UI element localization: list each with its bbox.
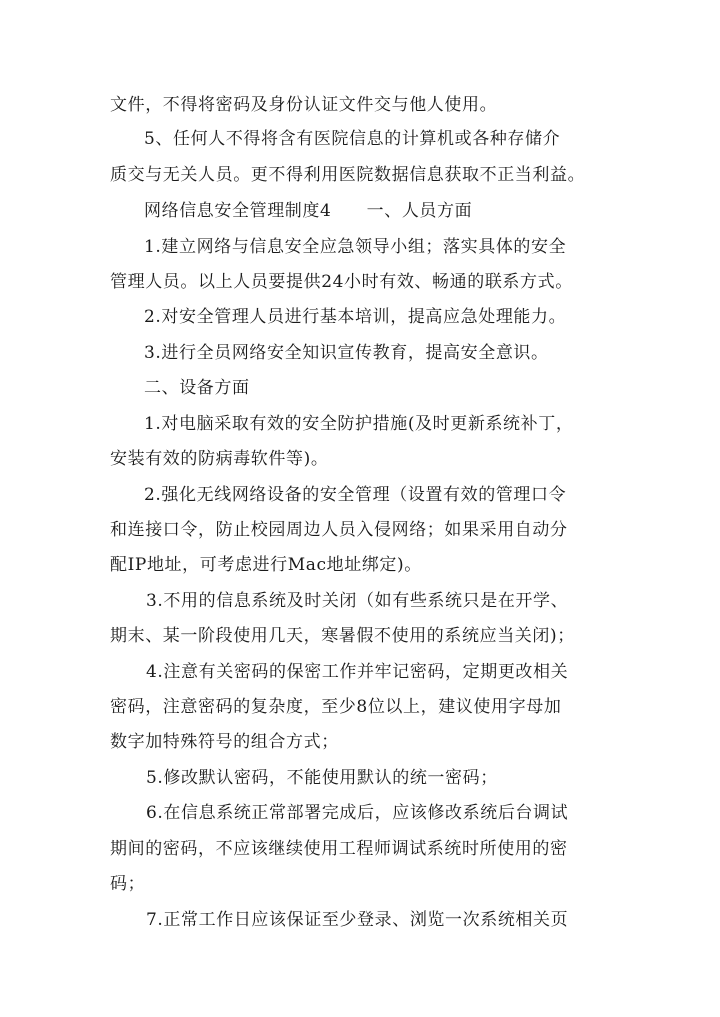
paragraph-line: 和连接口令，防止校园周边人员入侵网络；如果采用自动分 xyxy=(110,520,568,540)
paragraph-line: 配IP地址，可考虑进行Mac地址绑定)。 xyxy=(110,555,422,575)
paragraph-line: 6.在信息系统正常部署完成后，应该修改系统后台调试 xyxy=(146,803,569,823)
paragraph-line: 3.不用的信息系统及时关闭（如有些系统只是在开学、 xyxy=(146,591,569,611)
paragraph-line: 5、任何人不得将含有医院信息的计算机或各种存储介 xyxy=(144,129,561,149)
section-heading-line: 二、设备方面 xyxy=(144,378,250,398)
paragraph-line: 密码，注意密码的复杂度，至少8位以上，建议使用字母加 xyxy=(110,697,562,717)
paragraph-line: 数字加特殊符号的组合方式； xyxy=(110,732,339,752)
paragraph-line: 3.进行全员网络安全知识宣传教育，提高安全意识。 xyxy=(144,343,549,363)
paragraph-line: 管理人员。以上人员要提供24小时有效、畅通的联系方式。 xyxy=(110,272,573,292)
paragraph-line: 1.建立网络与信息安全应急领导小组；落实具体的安全 xyxy=(144,237,567,257)
paragraph-line: 码； xyxy=(110,874,146,894)
paragraph-line: 期间的密码，不应该继续使用工程师调试系统时所使用的密 xyxy=(110,839,568,859)
paragraph-line: 4.注意有关密码的保密工作并牢记密码，定期更改相关 xyxy=(146,662,569,682)
paragraph-line: 7.正常工作日应该保证至少登录、浏览一次系统相关页 xyxy=(146,910,569,930)
paragraph-line: 5.修改默认密码，不能使用默认的统一密码； xyxy=(146,768,498,788)
paragraph-line: 期末、某一阶段使用几天，寒暑假不使用的系统应当关闭)； xyxy=(110,626,575,646)
paragraph-line: 2.强化无线网络设备的安全管理（设置有效的管理口令 xyxy=(144,485,567,505)
paragraph-line: 安装有效的防病毒软件等)。 xyxy=(110,449,329,469)
paragraph-line: 1.对电脑采取有效的安全防护措施(及时更新系统补丁， xyxy=(144,414,574,434)
section-heading-line: 网络信息安全管理制度4 一、人员方面 xyxy=(144,201,473,221)
paragraph-line: 2.对安全管理人员进行基本培训，提高应急处理能力。 xyxy=(144,307,567,327)
paragraph-line: 质交与无关人员。更不得利用医院数据信息获取不正当利益。 xyxy=(110,165,586,185)
paragraph-line: 文件，不得将密码及身份认证文件交与他人使用。 xyxy=(110,95,498,115)
